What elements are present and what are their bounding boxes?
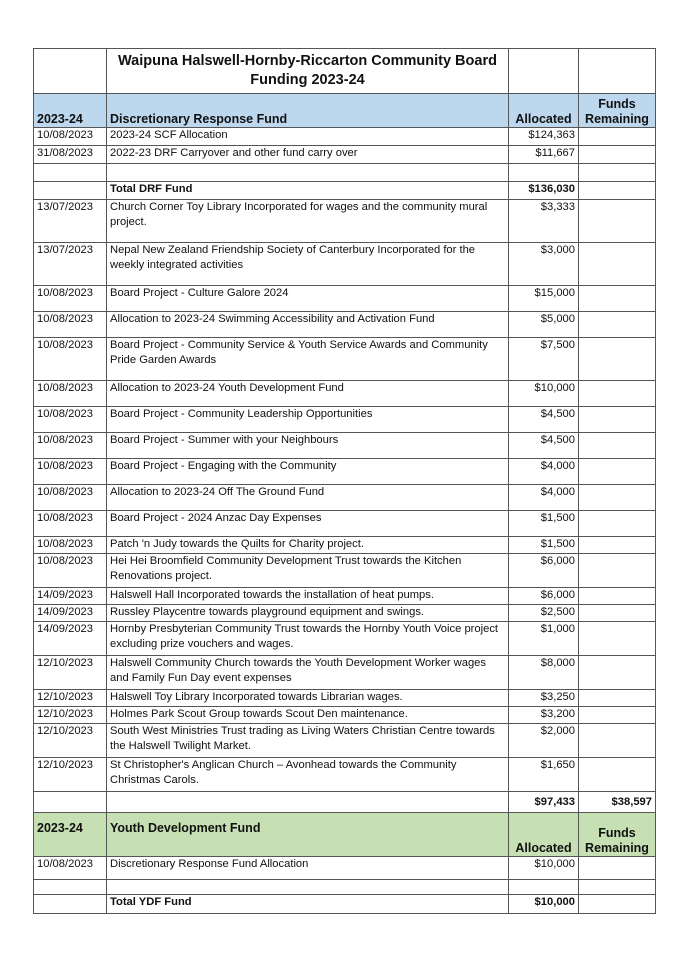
table-row <box>34 511 656 537</box>
empty-row <box>34 164 656 182</box>
row-amount: $1,000 <box>509 622 579 656</box>
row-remaining <box>579 433 656 459</box>
row-description: 2022-23 DRF Carryover and other fund carry over <box>107 146 509 164</box>
row-remaining <box>579 511 656 537</box>
row-remaining <box>579 605 656 622</box>
row-description: Board Project - Summer with your Neighbours <box>107 433 509 459</box>
row-date: 10/08/2023 <box>34 128 107 146</box>
row-remaining <box>579 381 656 407</box>
row-amount: $7,500 <box>509 338 579 381</box>
row-remaining <box>579 622 656 656</box>
row-date: 10/08/2023 <box>34 485 107 511</box>
empty-row <box>34 880 656 895</box>
ydf-allocated-header: Allocated <box>509 813 579 857</box>
row-description: Nepal New Zealand Friendship Society of Canterbury Incorporated for the weekly integrated activities <box>107 243 509 286</box>
table-row <box>34 724 656 758</box>
row-description: 2023-24 SCF Allocation <box>107 128 509 146</box>
row-date: 10/08/2023 <box>34 286 107 312</box>
table-row <box>34 128 656 146</box>
table-row <box>34 554 656 588</box>
row-remaining <box>579 656 656 690</box>
table-row <box>34 758 656 792</box>
table-row <box>34 243 656 286</box>
row-remaining <box>579 128 656 146</box>
row-amount: $4,000 <box>509 485 579 511</box>
table-row <box>34 857 656 880</box>
row-remaining <box>579 407 656 433</box>
row-remaining <box>579 707 656 724</box>
row-date: 10/08/2023 <box>34 511 107 537</box>
drf-allocated-total: $97,433 <box>509 792 579 813</box>
row-remaining <box>579 312 656 338</box>
row-amount: $4,500 <box>509 407 579 433</box>
table-row <box>34 707 656 724</box>
drf-remaining-header: Funds Remaining <box>579 94 656 128</box>
drf-total-label: Total DRF Fund <box>107 182 509 200</box>
row-amount: $1,500 <box>509 511 579 537</box>
row-description: Halswell Hall Incorporated towards the installation of heat pumps. <box>107 588 509 605</box>
title-row <box>34 49 656 94</box>
row-description: Allocation to 2023-24 Swimming Accessibility and Activation Fund <box>107 312 509 338</box>
row-description: Patch 'n Judy towards the Quilts for Charity project. <box>107 537 509 554</box>
table-row <box>34 407 656 433</box>
row-amount: $3,333 <box>509 200 579 243</box>
row-date: 12/10/2023 <box>34 758 107 792</box>
row-description: Allocation to 2023-24 Youth Development Fund <box>107 381 509 407</box>
row-description: Church Corner Toy Library Incorporated for wages and the community mural project. <box>107 200 509 243</box>
row-amount: $4,500 <box>509 433 579 459</box>
row-remaining <box>579 286 656 312</box>
table-row <box>34 381 656 407</box>
drf-total-row <box>34 182 656 200</box>
row-description: Holmes Park Scout Group towards Scout Den maintenance. <box>107 707 509 724</box>
row-date: 10/08/2023 <box>34 312 107 338</box>
row-description: Russley Playcentre towards playground equipment and swings. <box>107 605 509 622</box>
row-date: 10/08/2023 <box>34 857 107 880</box>
row-amount: $6,000 <box>509 554 579 588</box>
row-date: 12/10/2023 <box>34 724 107 758</box>
table-row <box>34 286 656 312</box>
row-amount: $3,200 <box>509 707 579 724</box>
table-row <box>34 656 656 690</box>
row-description: Halswell Community Church towards the Youth Development Worker wages and Family Fun Day event expenses <box>107 656 509 690</box>
row-remaining <box>579 588 656 605</box>
row-date: 31/08/2023 <box>34 146 107 164</box>
row-description: Board Project - 2024 Anzac Day Expenses <box>107 511 509 537</box>
row-remaining <box>579 690 656 707</box>
table-row <box>34 537 656 554</box>
row-date: 10/08/2023 <box>34 433 107 459</box>
row-amount: $124,363 <box>509 128 579 146</box>
row-date: 10/08/2023 <box>34 381 107 407</box>
ydf-total-label: Total YDF Fund <box>107 895 509 914</box>
ydf-fund-name: Youth Development Fund <box>107 813 509 857</box>
row-remaining <box>579 200 656 243</box>
table-row <box>34 605 656 622</box>
row-description: Halswell Toy Library Incorporated towards Librarian wages. <box>107 690 509 707</box>
table-row <box>34 312 656 338</box>
row-date: 10/08/2023 <box>34 537 107 554</box>
row-remaining <box>579 537 656 554</box>
table-row <box>34 588 656 605</box>
row-remaining <box>579 758 656 792</box>
row-amount: $3,000 <box>509 243 579 286</box>
table-row <box>34 459 656 485</box>
row-remaining <box>579 338 656 381</box>
row-remaining <box>579 724 656 758</box>
row-description: Allocation to 2023-24 Off The Ground Fund <box>107 485 509 511</box>
ydf-header-row <box>34 813 656 857</box>
row-amount: $1,650 <box>509 758 579 792</box>
row-amount: $3,250 <box>509 690 579 707</box>
row-amount: $10,000 <box>509 381 579 407</box>
row-description: Hei Hei Broomfield Community Development Trust towards the Kitchen Renovations project. <box>107 554 509 588</box>
table-row <box>34 338 656 381</box>
row-amount: $4,000 <box>509 459 579 485</box>
row-amount: $5,000 <box>509 312 579 338</box>
drf-header-row <box>34 94 656 128</box>
row-remaining <box>579 146 656 164</box>
row-date: 12/10/2023 <box>34 707 107 724</box>
table-row <box>34 433 656 459</box>
row-amount: $1,500 <box>509 537 579 554</box>
row-amount: $11,667 <box>509 146 579 164</box>
row-date: 10/08/2023 <box>34 459 107 485</box>
row-description: Board Project - Culture Galore 2024 <box>107 286 509 312</box>
row-date: 14/09/2023 <box>34 605 107 622</box>
row-description: Board Project - Engaging with the Community <box>107 459 509 485</box>
row-date: 13/07/2023 <box>34 243 107 286</box>
drf-fund-name: Discretionary Response Fund <box>107 94 509 128</box>
row-remaining <box>579 485 656 511</box>
row-date: 14/09/2023 <box>34 588 107 605</box>
drf-total-amount: $136,030 <box>509 182 579 200</box>
row-date: 10/08/2023 <box>34 407 107 433</box>
row-date: 12/10/2023 <box>34 656 107 690</box>
row-description: St Christopher's Anglican Church – Avonhead towards the Community Christmas Carols. <box>107 758 509 792</box>
row-amount: $2,000 <box>509 724 579 758</box>
row-remaining <box>579 459 656 485</box>
row-date: 12/10/2023 <box>34 690 107 707</box>
row-remaining <box>579 554 656 588</box>
drf-allocated-header: Allocated <box>509 94 579 128</box>
drf-summary-row <box>34 792 656 813</box>
row-remaining <box>579 243 656 286</box>
row-amount: $6,000 <box>509 588 579 605</box>
row-date: 10/08/2023 <box>34 338 107 381</box>
table-row <box>34 485 656 511</box>
row-description: Discretionary Response Fund Allocation <box>107 857 509 880</box>
table-row <box>34 690 656 707</box>
table-row <box>34 146 656 164</box>
ydf-year: 2023-24 <box>34 813 107 857</box>
row-date: 14/09/2023 <box>34 622 107 656</box>
funding-table <box>33 48 656 914</box>
row-description: South West Ministries Trust trading as Living Waters Christian Centre towards the Halswell Twilight Market. <box>107 724 509 758</box>
row-description: Hornby Presbyterian Community Trust towards the Hornby Youth Voice project excluding prize vouchers and wages. <box>107 622 509 656</box>
ydf-total-row <box>34 895 656 914</box>
row-description: Board Project - Community Service & Youth Service Awards and Community Pride Garden Awards <box>107 338 509 381</box>
row-amount: $10,000 <box>509 857 579 880</box>
drf-year: 2023-24 <box>34 94 107 128</box>
row-amount: $2,500 <box>509 605 579 622</box>
table-row <box>34 200 656 243</box>
table-row <box>34 622 656 656</box>
row-remaining <box>579 857 656 880</box>
row-date: 13/07/2023 <box>34 200 107 243</box>
ydf-remaining-header: Funds Remaining <box>579 813 656 857</box>
row-date: 10/08/2023 <box>34 554 107 588</box>
drf-remaining-total: $38,597 <box>579 792 656 813</box>
ydf-total-amount: $10,000 <box>509 895 579 914</box>
row-description: Board Project - Community Leadership Opportunities <box>107 407 509 433</box>
page-title: Waipuna Halswell-Hornby-Riccarton Community Board Funding 2023-24 <box>107 49 509 94</box>
row-amount: $8,000 <box>509 656 579 690</box>
row-amount: $15,000 <box>509 286 579 312</box>
